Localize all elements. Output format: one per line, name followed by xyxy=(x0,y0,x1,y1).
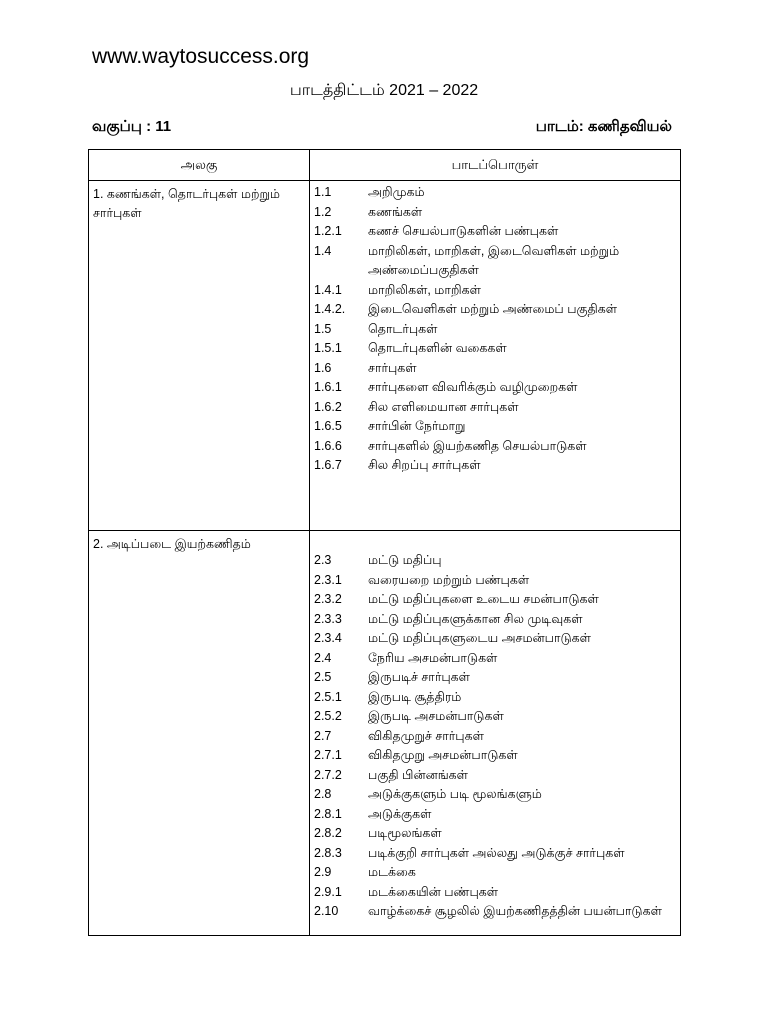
topic-item xyxy=(314,629,680,649)
topic-number: 2.5.1 xyxy=(314,689,342,704)
topic-item xyxy=(314,417,680,437)
topic-number: 2.4 xyxy=(314,650,332,665)
topic-text: மட்டு மதிப்புகளுக்கான சில முடிவுகள் xyxy=(368,611,583,626)
topic-text: சில சிறப்பு சார்புகள் xyxy=(368,458,481,472)
topic-text: படிக்குறி சார்புகள் அல்லது அடுக்குச் சார்புகள் xyxy=(368,845,625,860)
topic-number: 1.4 xyxy=(314,243,332,258)
topic-text: சார்பின் நேர்மாறு xyxy=(368,419,466,433)
topic-text: அடுக்குகளும் படி மூலங்களும் xyxy=(368,787,542,801)
topic-list xyxy=(310,181,680,476)
topic-number: 1.6.2 xyxy=(314,399,342,414)
topic-item xyxy=(314,590,680,610)
topic-text: மடக்கையின் பண்புகள் xyxy=(368,884,499,899)
topic-number: 2.3.2 xyxy=(314,592,342,606)
table-row xyxy=(89,181,681,531)
topic-number: 1.1 xyxy=(314,185,332,199)
topic-number: 2.5 xyxy=(314,670,332,684)
topic-item xyxy=(314,300,680,320)
topic-text: விகிதமுறுச் சார்புகள் xyxy=(368,728,484,743)
topic-text: வாழ்க்கைச் சூழலில் இயற்கணிதத்தின் பயன்பாடுகள் xyxy=(368,904,662,918)
topic-number: 1.6.7 xyxy=(314,458,342,472)
topic-text: மடக்கை xyxy=(368,865,416,879)
topic-text: இருபடி அசமன்பாடுகள் xyxy=(368,709,504,723)
topic-item xyxy=(314,359,680,379)
topic-item xyxy=(314,203,680,223)
topic-item xyxy=(314,398,680,418)
topic-number: 1.2.1 xyxy=(314,224,342,238)
class-label: வகுப்பு : 11 xyxy=(92,118,172,135)
topic-number: 2.9 xyxy=(314,865,332,879)
topic-number: 2.9.1 xyxy=(314,884,342,899)
topic-text: இடைவெளிகள் மற்றும் அண்மைப் பகுதிகள் xyxy=(368,302,618,316)
topic-item xyxy=(314,571,680,591)
topic-item xyxy=(314,727,680,747)
topic-item xyxy=(314,688,680,708)
topic-number: 2.3 xyxy=(314,553,332,567)
column-header-unit: அலகு xyxy=(89,150,310,181)
topic-number: 1.2 xyxy=(314,204,332,219)
topic-text: தொடர்புகள் xyxy=(368,321,438,336)
topic-item xyxy=(314,824,680,844)
topics-cell xyxy=(310,181,681,531)
topic-number: 2.5.2 xyxy=(314,709,342,723)
topic-text: பகுதி பின்னங்கள் xyxy=(368,767,468,782)
site-url: www.waytosuccess.org xyxy=(92,45,310,68)
topic-number: 2.3.1 xyxy=(314,572,342,587)
topic-number: 1.6.5 xyxy=(314,419,342,433)
topic-item xyxy=(314,649,680,669)
topic-text: விகிதமுறு அசமன்பாடுகள் xyxy=(368,748,518,762)
topic-text: கணங்கள் xyxy=(368,204,423,219)
topic-number: 1.4.2. xyxy=(314,302,346,316)
topic-text: மாறிலிகள், மாறிகள், இடைவெளிகள் மற்றும் அண்மைப்பகுதிகள் xyxy=(368,243,620,277)
topic-item xyxy=(314,883,680,903)
topic-item xyxy=(314,610,680,630)
topic-text: அடுக்குகள் xyxy=(368,806,432,821)
topic-text: சார்புகளில் இயற்கணித செயல்பாடுகள் xyxy=(368,438,587,453)
syllabus-table xyxy=(88,149,681,936)
topic-text: அறிமுகம் xyxy=(368,185,425,199)
topic-item xyxy=(314,785,680,805)
table-header-row xyxy=(89,150,681,181)
topic-item xyxy=(314,281,680,301)
unit-name: 2. அடிப்படை இயற்கணிதம் xyxy=(89,531,310,936)
topic-text: சார்புகள் xyxy=(368,360,417,375)
topic-text: சில எளிமையான சார்புகள் xyxy=(368,399,519,414)
unit-name: 1. கணங்கள், தொடர்புகள் மற்றும் சார்புகள் xyxy=(89,181,310,531)
topic-item xyxy=(314,456,680,476)
topic-text: இருபடி சூத்திரம் xyxy=(368,689,462,704)
column-header-content: பாடப்பொருள் xyxy=(310,150,681,181)
topic-number: 1.6 xyxy=(314,360,332,375)
topic-number: 2.3.3 xyxy=(314,611,342,626)
topic-text: மட்டு மதிப்புகளுடைய அசமன்பாடுகள் xyxy=(368,631,591,645)
topic-number: 2.8.1 xyxy=(314,806,342,821)
topic-number: 2.7 xyxy=(314,728,332,743)
topic-number: 2.7.2 xyxy=(314,767,342,782)
topic-item xyxy=(314,766,680,786)
topic-text: நேரிய அசமன்பாடுகள் xyxy=(368,650,498,665)
topic-text: இருபடிச் சார்புகள் xyxy=(368,670,470,684)
topic-item xyxy=(314,863,680,883)
topic-number: 2.8.3 xyxy=(314,845,342,860)
topic-number: 2.3.4 xyxy=(314,631,342,645)
topic-number: 2.10 xyxy=(314,904,339,918)
topic-text: மாறிலிகள், மாறிகள் xyxy=(368,282,481,297)
topic-number: 1.4.1 xyxy=(314,282,342,297)
topic-number: 1.5.1 xyxy=(314,341,342,355)
topic-item xyxy=(314,551,680,571)
topic-list xyxy=(310,549,680,922)
topic-text: மட்டு மதிப்பு xyxy=(368,553,442,567)
topic-item xyxy=(314,844,680,864)
topic-item xyxy=(314,320,680,340)
topic-item xyxy=(314,378,680,398)
topic-item xyxy=(314,339,680,359)
topic-item xyxy=(314,437,680,457)
topic-item xyxy=(314,902,680,922)
topic-text: மட்டு மதிப்புகளை உடைய சமன்பாடுகள் xyxy=(368,592,599,606)
topic-text: வரையறை மற்றும் பண்புகள் xyxy=(368,572,530,587)
topic-text: தொடர்புகளின் வகைகள் xyxy=(368,341,507,355)
topic-text: படிமூலங்கள் xyxy=(368,826,442,840)
topic-number: 1.6.6 xyxy=(314,438,342,453)
topic-item xyxy=(314,242,680,281)
topic-number: 1.5 xyxy=(314,321,332,336)
topics-cell xyxy=(310,531,681,936)
topic-number: 1.6.1 xyxy=(314,380,342,394)
topic-item xyxy=(314,707,680,727)
topic-number: 2.8 xyxy=(314,787,332,801)
topic-item xyxy=(314,222,680,242)
topic-number: 2.7.1 xyxy=(314,748,342,762)
topic-item xyxy=(314,805,680,825)
document-title: பாடத்திட்டம் 2021 – 2022 xyxy=(289,82,479,99)
topic-item xyxy=(314,668,680,688)
table-row xyxy=(89,531,681,936)
topic-text: சார்புகளை விவரிக்கும் வழிமுறைகள் xyxy=(368,380,578,394)
topic-text: கணச் செயல்பாடுகளின் பண்புகள் xyxy=(368,224,559,238)
subject-label: பாடம்: கணிதவியல் xyxy=(535,118,672,135)
topic-number: 2.8.2 xyxy=(314,826,342,840)
topic-item xyxy=(314,746,680,766)
topic-item xyxy=(314,183,680,203)
